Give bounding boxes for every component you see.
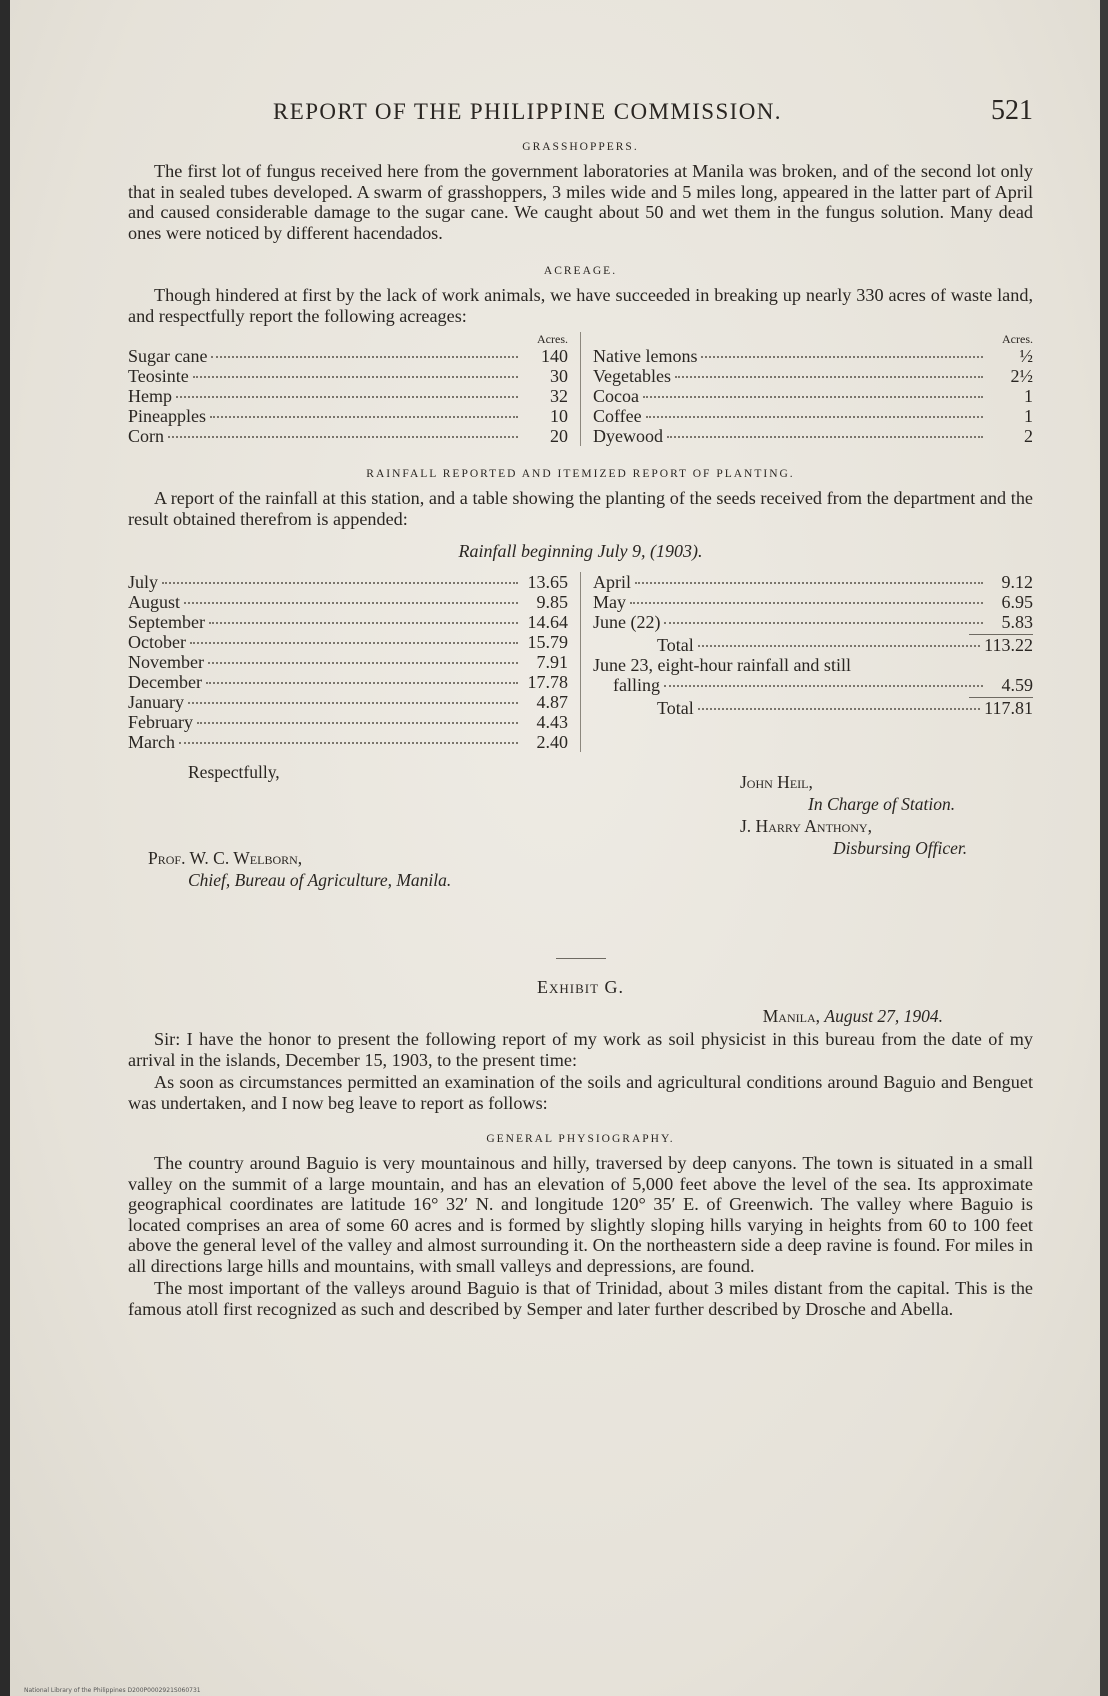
table-row xyxy=(593,572,1033,592)
row-label: Dyewood xyxy=(593,426,663,446)
leader-dots xyxy=(667,436,983,438)
leader-dots xyxy=(162,582,518,584)
leader-dots xyxy=(643,396,983,398)
row-label: Corn xyxy=(128,426,164,446)
leader-dots xyxy=(197,722,518,724)
leader-dots xyxy=(176,396,518,398)
scan-edge-left xyxy=(0,0,10,1696)
row-label: Sugar cane xyxy=(128,346,208,366)
section-heading-physiography: GENERAL PHYSIOGRAPHY. xyxy=(486,1133,675,1145)
row-label: falling xyxy=(613,675,660,695)
row-value: 13.65 xyxy=(527,572,568,592)
table-row xyxy=(128,406,568,426)
closing: Respectfully, xyxy=(188,762,280,782)
row-value: 5.83 xyxy=(1001,612,1033,632)
table-row xyxy=(128,652,568,672)
row-value: 14.64 xyxy=(527,612,568,632)
row-value: 2½ xyxy=(1010,366,1033,386)
row-label: April xyxy=(593,572,631,592)
leader-dots xyxy=(701,356,983,358)
row-value: 30 xyxy=(550,366,568,386)
row-value: 4.87 xyxy=(536,692,568,712)
row-label: November xyxy=(128,652,204,672)
document-page xyxy=(10,0,1100,1696)
row-label: June 23, eight-hour rainfall and still xyxy=(593,655,851,675)
row-value: 15.79 xyxy=(527,632,568,652)
page-number: 521 xyxy=(991,95,1033,126)
paragraph-rainfall: A report of the rainfall at this station, and a table showing the planting of the seeds received from the department and the result obtained therefrom is appended: xyxy=(128,488,1033,529)
signer-name: John Heil, xyxy=(740,772,813,792)
paragraph-grasshoppers: The first lot of fungus received here from the government laboratories at Manila was broken, and of the second lot only that in sealed tubes developed. A swarm of grasshoppers, 3 miles wide and 5 miles long, appeared in the latter part of April and caused considerable damage to the sugar cane. We caught about 50 and wet them in the fungus solution. Many dead ones were noticed by different hacendados. xyxy=(128,161,1033,243)
signer-name: J. Harry Anthony, xyxy=(740,816,872,836)
row-label: July xyxy=(128,572,159,592)
leader-dots xyxy=(193,376,518,378)
leader-dots xyxy=(630,602,983,604)
rainfall-table-right xyxy=(581,572,1033,752)
row-label: October xyxy=(128,632,186,652)
row-label: Teosinte xyxy=(128,366,189,386)
leader-dots xyxy=(664,622,983,624)
table-row xyxy=(593,406,1033,426)
row-label: December xyxy=(128,672,202,692)
addressee-title: Chief, Bureau of Agriculture, Manila. xyxy=(188,870,452,890)
acreage-table-right xyxy=(581,332,1033,446)
table-row xyxy=(593,675,1033,695)
table-row xyxy=(128,386,568,406)
dateline xyxy=(128,1006,1033,1027)
row-value: 9.12 xyxy=(1001,572,1033,592)
row-value: 32 xyxy=(550,386,568,406)
table-row xyxy=(128,712,568,732)
table-row xyxy=(128,366,568,386)
table-row xyxy=(128,632,568,652)
paragraph-intro: As soon as circumstances permitted an examination of the soils and agricultural conditions around Baguio and Benguet was undertaken, and I now beg leave to report as follows: xyxy=(128,1072,1033,1113)
row-label: March xyxy=(128,732,175,752)
row-label: May xyxy=(593,592,626,612)
addressee-name: Prof. W. C. Welborn, xyxy=(148,848,303,868)
row-label: September xyxy=(128,612,205,632)
leader-dots xyxy=(179,742,518,744)
section-heading-acreage: ACREAGE. xyxy=(543,265,618,277)
row-value: 113.22 xyxy=(984,635,1033,655)
row-value: 7.91 xyxy=(536,652,568,672)
leader-dots xyxy=(635,582,983,584)
table-row xyxy=(593,346,1033,366)
rainfall-table-left xyxy=(128,572,581,752)
row-value: 10 xyxy=(550,406,568,426)
table-row xyxy=(128,426,568,446)
table-row xyxy=(593,655,1033,675)
row-value: 17.78 xyxy=(527,672,568,692)
report-title: REPORT OF THE PHILIPPINE COMMISSION. xyxy=(273,99,782,124)
row-label: Total xyxy=(657,698,694,718)
table-row xyxy=(128,732,568,752)
table-row xyxy=(593,612,1033,632)
row-label: June (22) xyxy=(593,612,661,632)
row-value: 1 xyxy=(1024,406,1033,426)
row-label: January xyxy=(128,692,184,712)
dateline-place: Manila, xyxy=(762,1006,820,1026)
total-row xyxy=(593,635,1033,655)
row-label: Total xyxy=(657,635,694,655)
leader-dots xyxy=(646,416,983,418)
signature-block xyxy=(128,762,1033,942)
row-value: 2.40 xyxy=(536,732,568,752)
row-label: August xyxy=(128,592,181,612)
row-label: Hemp xyxy=(128,386,172,406)
row-value: 6.95 xyxy=(1001,592,1033,612)
acreage-left-rows xyxy=(128,346,568,446)
paragraph-physiography: The country around Baguio is very mountainous and hilly, traversed by deep canyons. The town is situated in a small valley on the summit of a large mountain, and has an elevation of 5,000 feet above the level of the sea. Its approximate geographical coordinates are latitude 16° 32′ N. and longitude 120° 35′ E. of Greenwich. The valley where Baguio is located comprises an area of some 60 acres and is formed by slightly sloping hills varying in heights from 60 to 100 feet above the general level of the valley and almost surrounding it. On the northeastern side a deep ravine is found. For miles in all directions large hills and mountains, with small valleys and depressions, are found. xyxy=(128,1153,1033,1276)
row-label: Pineapples xyxy=(128,406,206,426)
total-row xyxy=(593,698,1033,718)
leader-dots xyxy=(209,622,518,624)
row-value: 140 xyxy=(541,346,568,366)
table-row xyxy=(593,386,1033,406)
leader-dots xyxy=(698,708,980,710)
row-value: 117.81 xyxy=(984,698,1033,718)
row-value: 20 xyxy=(550,426,568,446)
running-header xyxy=(128,95,1033,127)
table-row xyxy=(593,592,1033,612)
row-value: 9.85 xyxy=(536,592,568,612)
scan-footer: National Library of the Philippines D200P0002921S060731 xyxy=(24,1687,201,1694)
table-row xyxy=(128,612,568,632)
row-label: Vegetables xyxy=(593,366,671,386)
leader-dots xyxy=(168,436,518,438)
table-row xyxy=(128,592,568,612)
acreage-table xyxy=(128,332,1033,446)
row-label: Cocoa xyxy=(593,386,639,406)
acreage-unit-right: Acres. xyxy=(1002,332,1033,346)
paragraph-salutation: Sir: I have the honor to present the following report of my work as soil physicist in this bureau from the date of my arrival in the islands, December 15, 1903, to the present time: xyxy=(128,1029,1033,1070)
row-label: February xyxy=(128,712,193,732)
table-row xyxy=(128,346,568,366)
leader-dots xyxy=(664,685,983,687)
paragraph-trinidad: The most important of the valleys around Baguio is that of Trinidad, about 3 miles distant from the capital. This is the famous atoll first recognized as such and described by Semper and later further described by Drosche and Abella. xyxy=(128,1278,1033,1319)
leader-dots xyxy=(184,602,518,604)
table-row xyxy=(128,572,568,592)
table-row xyxy=(593,366,1033,386)
leader-dots xyxy=(206,682,518,684)
signer-title: In Charge of Station. xyxy=(808,794,956,814)
leader-dots xyxy=(208,662,518,664)
row-value: 1 xyxy=(1024,386,1033,406)
row-value: ½ xyxy=(1019,346,1033,366)
row-value: 4.59 xyxy=(1001,675,1033,695)
leader-dots xyxy=(211,356,518,358)
leader-dots xyxy=(698,645,980,647)
leader-dots xyxy=(210,416,518,418)
row-label: Native lemons xyxy=(593,346,698,366)
paragraph-acreage: Though hindered at first by the lack of work animals, we have succeeded in breaking up nearly 330 acres of waste land, and respectfully report the following acreages: xyxy=(128,285,1033,326)
page-content xyxy=(128,95,1033,1319)
section-heading-rainfall: RAINFALL REPORTED AND ITEMIZED REPORT OF PLANTING. xyxy=(366,468,795,480)
table-row xyxy=(128,672,568,692)
row-value: 2 xyxy=(1024,426,1033,446)
leader-dots xyxy=(188,702,518,704)
scan-edge-right xyxy=(1100,0,1108,1696)
row-value: 4.43 xyxy=(536,712,568,732)
rainfall-caption: Rainfall beginning July 9, (1903). xyxy=(458,541,703,561)
acreage-unit-left: Acres. xyxy=(537,332,568,346)
divider xyxy=(556,958,606,959)
row-label: Coffee xyxy=(593,406,642,426)
exhibit-title: Exhibit G. xyxy=(536,977,625,997)
leader-dots xyxy=(675,376,983,378)
acreage-table-left xyxy=(128,332,581,446)
dateline-date: August 27, 1904. xyxy=(824,1006,943,1026)
table-row xyxy=(593,426,1033,446)
signer-title: Disbursing Officer. xyxy=(833,838,968,858)
leader-dots xyxy=(190,642,518,644)
rainfall-table xyxy=(128,572,1033,752)
section-heading-grasshoppers: GRASSHOPPERS. xyxy=(522,141,639,153)
table-row xyxy=(128,692,568,712)
